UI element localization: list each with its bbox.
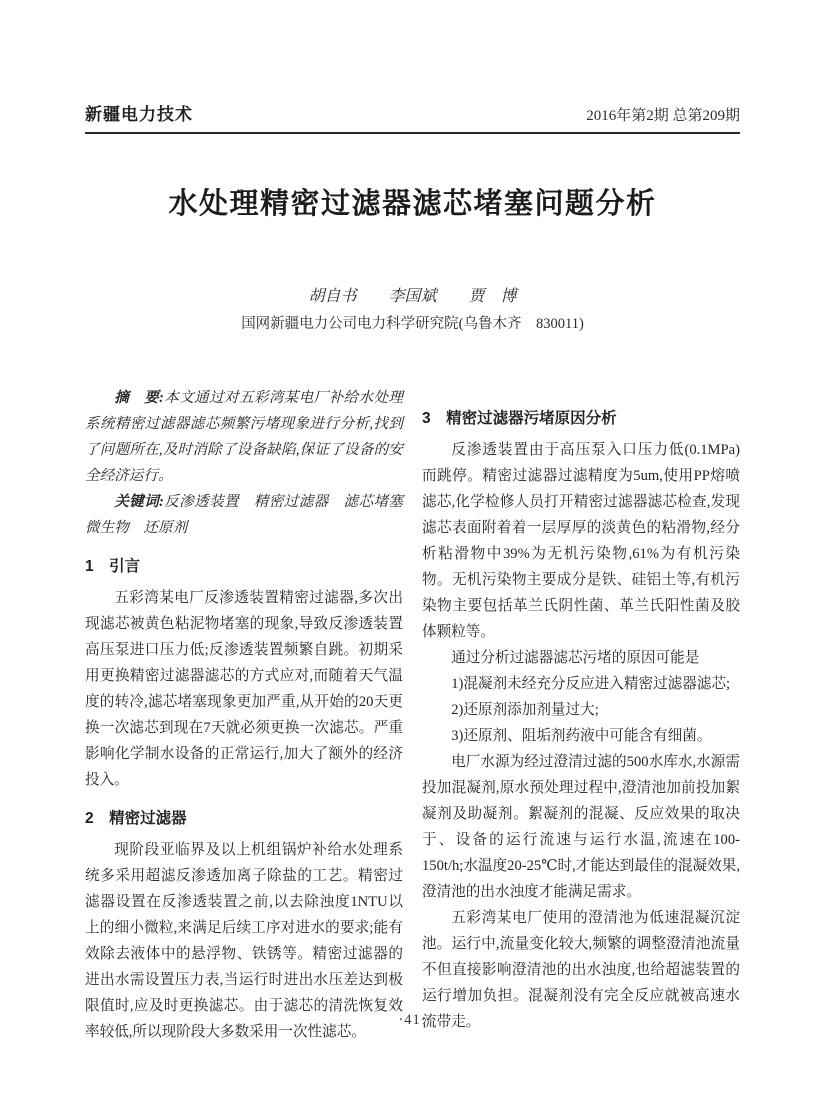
two-column-body (85, 385, 740, 1045)
cause-item-1: 1)混凝剂未经充分反应进入精密过滤器滤芯; (451, 676, 731, 692)
page-header (85, 100, 740, 125)
section-3-paragraph-2: 通过分析过滤器滤芯污堵的原因可能是 (451, 650, 700, 666)
section-1-paragraph: 五彩湾某电厂反渗透装置精密过滤器,多次出现滤芯被黄色粘泥物堵塞的现象,导致反渗透装置高压泵进口压力低;反渗透装置频繁自跳。初期采用更换精密过滤器滤芯的方式应对,而随着天气温度的转冷,滤芯堵塞现象更加严重,从开始的20天更换一次滤芯到现在7天就必须更换一次滤芯。严重影响化学制水设备的正常运行,加大了额外的经济投入。 (85, 590, 403, 788)
abstract-paragraph (85, 385, 403, 489)
cause-item-3: 3)还原剂、阻垢剂药液中可能含有细菌。 (451, 728, 712, 744)
section-2-paragraph: 现阶段亚临界及以上机组锅炉补给水处理系统多采用超滤反渗透加离子除盐的工艺。精密过滤器设置在反渗透装置之前,以去除浊度1NTU以上的细小微粒,来满足后续工序对进水的要求;能有效除去液体中的悬浮物、铁锈等。精密过滤器的进出水需设置压力表,当运行时进出水压差达到极限值时,应及时更换滤芯。由于滤芯的清洗恢复效率较低,所以现阶段大多数采用一次性滤芯。 (85, 842, 403, 1040)
article-title: 水处理精密过滤器滤芯堵塞问题分析 (168, 188, 657, 220)
affiliation-line: 国网新疆电力公司电力科学研究院(乌鲁木齐 830011) (241, 316, 584, 332)
right-column (422, 385, 740, 1045)
section-2-heading: 2 精密过滤器 (85, 810, 187, 827)
abstract-label: 摘 要: (114, 390, 164, 406)
cause-item-2: 2)还原剂添加剂量过大; (451, 702, 599, 718)
keywords-label: 关键词: (114, 494, 164, 510)
header-rule (85, 132, 740, 134)
section-3-paragraph-3: 电厂水源为经过澄清过滤的500水库水,水源需投加混凝剂,原水预处理过程中,澄清池加前投加絮凝剂及助凝剂。絮凝剂的混凝、反应效果的取决于、设备的运行流速与运行水温,流速在100-150t/h;水温度20-25℃时,才能达到最佳的混凝效果,澄清池的出水浊度才能满足需求。 (422, 754, 740, 900)
keywords-paragraph (85, 489, 418, 541)
section-3-paragraph-1: 反渗透装置由于高压泵入口压力低(0.1MPa)而跳停。精密过滤器过滤精度为5um,使用PP熔喷滤芯,化学检修人员打开精密过滤器滤芯检查,发现滤芯表面附着着一层厚厚的淡黄色的粘滑物,经分析粘滑物中39%为无机污染物,61%为有机污染物。无机污染物主要成分是铁、硅铝土等,有机污染物主要包括革兰氏阴性菌、革兰氏阳性菌及胶体颗粒等。 (422, 442, 740, 640)
section-1-heading: 1 引言 (85, 558, 141, 575)
section-3-heading: 3 精密过滤器污堵原因分析 (422, 410, 617, 427)
section-3-paragraph-4: 五彩湾某电厂使用的澄清池为低速混凝沉淀池。运行中,流量变化较大,频繁的调整澄清池流量不但直接影响澄清池的出水浊度,也给超滤装置的运行增加负担。混凝剂没有完全反应就被高速水流带走。 (422, 910, 740, 1030)
abstract-text: 本文通过对五彩湾某电厂补给水处理系统精密过滤器滤芯频繁污堵现象进行分析,找到了问题所在,及时消除了设备缺陷,保证了设备的安全经济运行。 (85, 390, 403, 484)
authors-line: 胡自书 李国斌 贾 博 (308, 288, 517, 305)
issue-info: 2016年第2期 总第209期 (586, 108, 740, 124)
page-number: ·41· (398, 1012, 427, 1028)
keywords-text: 反渗透装置 精密过滤器 滤芯堵塞 微生物 还原剂 (85, 494, 418, 536)
journal-name: 新疆电力技术 (85, 105, 193, 124)
